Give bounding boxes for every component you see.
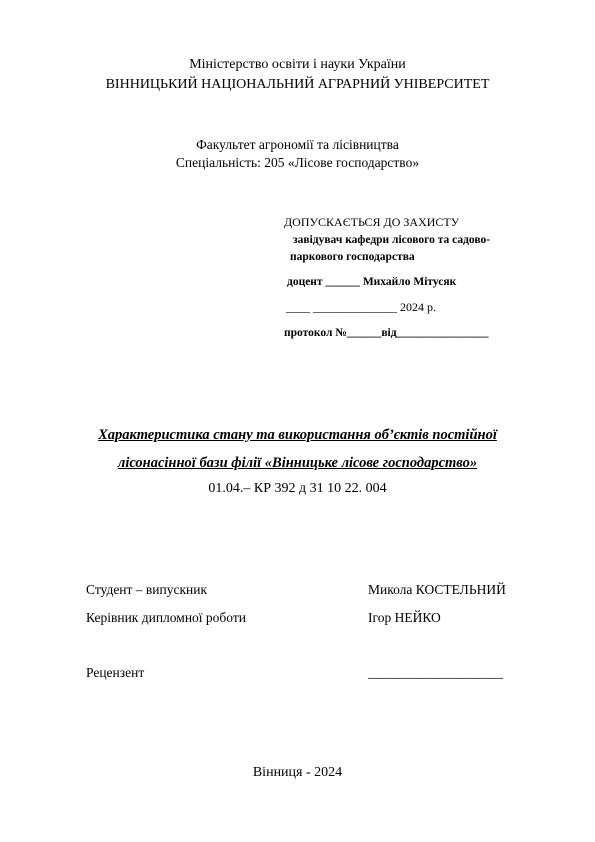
university-name: ВІННИЦЬКИЙ НАЦІОНАЛЬНИЙ АГРАРНИЙ УНІВЕРСИТЕТ — [105, 77, 490, 92]
supervisor-label: Керівник дипломної роботи — [86, 610, 246, 625]
specialty-name: Спеціальність: 205 «Лісове господарство» — [175, 155, 420, 170]
approval-signatory: доцент ______ Михайло Мітусяк — [287, 276, 457, 288]
reviewer-signature-blank: ____________________ — [368, 665, 503, 680]
faculty-name: Факультет агрономії та лісівництва — [196, 137, 399, 152]
supervisor-name: Ігор НЕЙКО — [368, 610, 441, 625]
reviewer-label: Рецензент — [86, 665, 145, 680]
student-name: Микола КОСТЕЛЬНИЙ — [368, 582, 506, 597]
thesis-title-line2: лісонасінної бази філії «Вінницьке лісове господарство» — [117, 455, 478, 471]
city-year: Вінниця - 2024 — [252, 765, 343, 780]
thesis-code: 01.04.– КР 392 д 31 10 22. 004 — [208, 481, 387, 496]
approval-date-line: ____ ______________ 2024 р. — [286, 300, 436, 314]
approval-protocol-line: протокол №______від________________ — [284, 327, 489, 339]
approval-position-line1: завідувач кафедри лісового та садово- — [293, 234, 491, 246]
thesis-title-line1: Характеристика стану та використання об’єктів постійної — [98, 427, 497, 443]
ministry-name: Міністерство освіти і науки України — [189, 57, 406, 72]
student-label: Студент – випускник — [86, 582, 208, 597]
approval-heading: ДОПУСКАЄТЬСЯ ДО ЗАХИСТУ — [284, 215, 460, 229]
approval-position-line2: паркового господарства — [290, 251, 415, 263]
